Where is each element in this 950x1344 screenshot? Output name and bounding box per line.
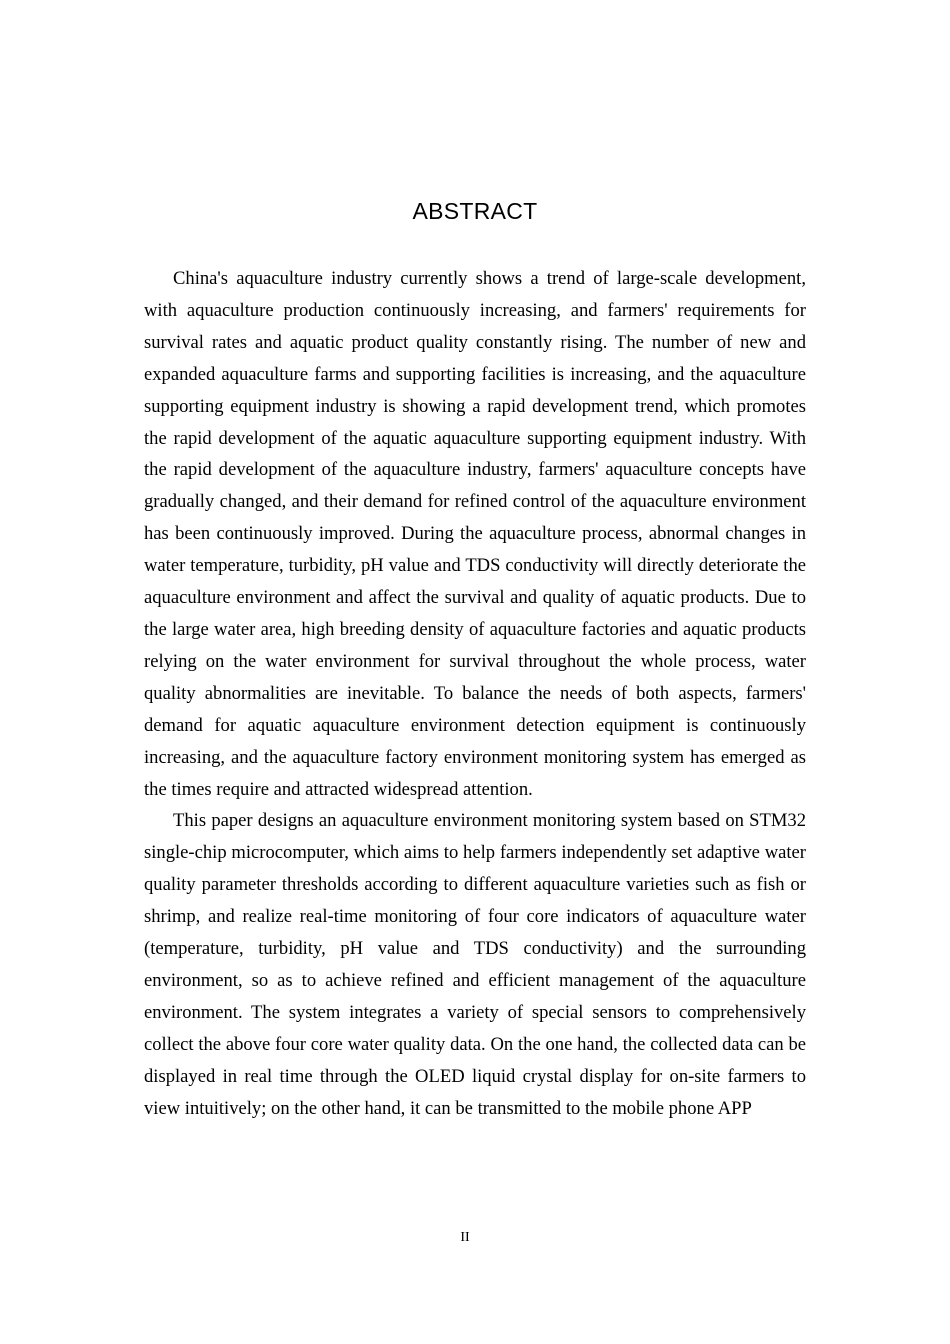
abstract-body — [144, 263, 806, 1124]
abstract-paragraph-2: This paper designs an aquaculture environment monitoring system based on STM32 single-chip microcomputer, which aims to help farmers independently set adaptive water quality parameter thresholds according to different aquaculture varieties such as fish or shrimp, and realize real-time monitoring of four core indicators of aquaculture water (temperature, turbidity, pH value and TDS conductivity) and the surrounding environment, so as to achieve refined and efficient management of the aquaculture environment. The system integrates a variety of special sensors to comprehensively collect the above four core water quality data. On the one hand, the collected data can be displayed in real time through the OLED liquid crystal display for on-site farmers to view intuitively; on the other hand, it can be transmitted to the mobile phone APP — [144, 810, 806, 1119]
abstract-heading: ABSTRACT — [412, 198, 538, 224]
page-number: II — [460, 1230, 470, 1245]
abstract-paragraph-1: China's aquaculture industry currently shows a trend of large-scale development, with aquaculture production continuously increasing, and farmers' requirements for survival rates and aquatic product quality constantly rising. The number of new and expanded aquaculture farms and supporting facilities is increasing, and the aquaculture supporting equipment industry is showing a rapid development trend, which promotes the rapid development of the aquatic aquaculture supporting equipment industry. With the rapid development of the aquaculture industry, farmers' aquaculture concepts have gradually changed, and their demand for refined control of the aquaculture environment has been continuously improved. During the aquaculture process, abnormal changes in water temperature, turbidity, pH value and TDS conductivity will directly deteriorate the aquaculture environment and affect the survival and quality of aquatic products. Due to the large water area, high breeding density of aquaculture factories and aquatic products relying on the water environment for survival throughout the whole process, water quality abnormalities are inevitable. To balance the needs of both aspects, farmers' demand for aquatic aquaculture environment detection equipment is continuously increasing, and the aquaculture factory environment monitoring system has emerged as the times require and attracted widespread attention. — [144, 268, 806, 800]
